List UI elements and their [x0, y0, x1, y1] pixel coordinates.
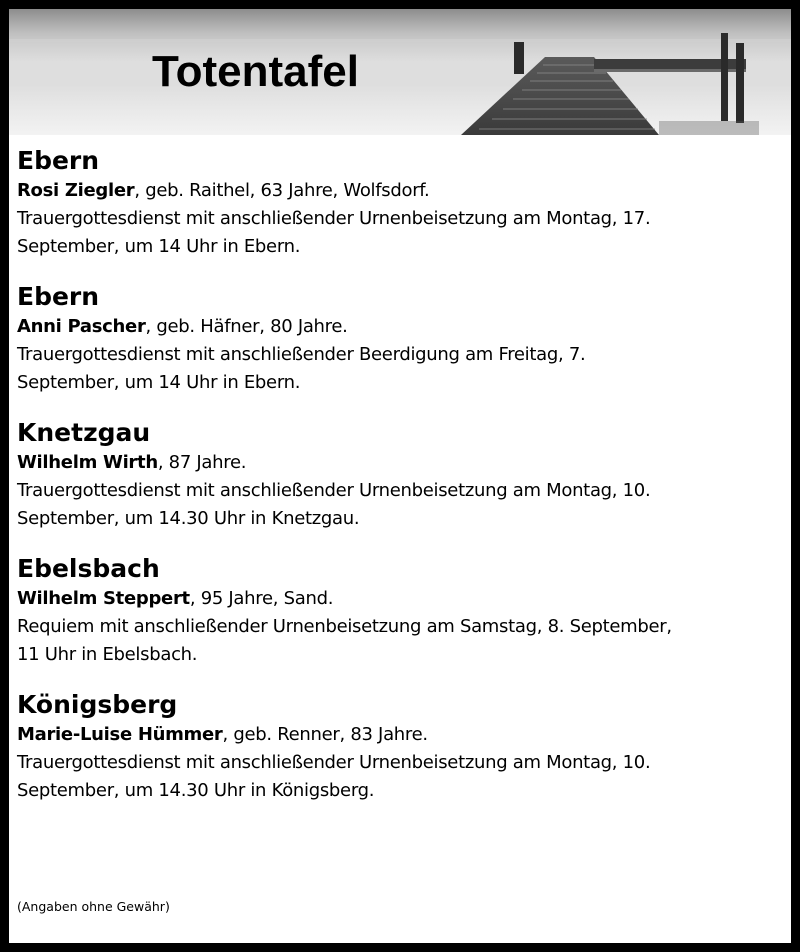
person-name: Marie-Luise Hümmer — [17, 724, 223, 745]
person-line — [17, 585, 787, 613]
person-details: , geb. Raithel, 63 Jahre, Wolfsdorf. — [134, 180, 430, 201]
person-line — [17, 449, 787, 477]
obituary-entry — [17, 553, 787, 669]
person-name: Rosi Ziegler — [17, 180, 135, 201]
page-title: Totentafel — [152, 47, 359, 96]
service-line: Requiem mit anschließender Urnenbeisetzung am Samstag, 8. September, — [17, 616, 672, 637]
obituary-list — [17, 145, 787, 825]
service-line: September, um 14 Uhr in Ebern. — [17, 236, 301, 257]
service-line: Trauergottesdienst mit anschließender Beerdigung am Freitag, 7. — [17, 344, 586, 365]
place-heading: Knetzgau — [17, 418, 151, 447]
service-line: 11 Uhr in Ebelsbach. — [17, 644, 198, 665]
service-line: Trauergottesdienst mit anschließender Urnenbeisetzung am Montag, 10. — [17, 752, 651, 773]
person-details: , 87 Jahre. — [157, 452, 247, 473]
obituary-entry — [17, 145, 787, 261]
place-heading: Ebern — [17, 146, 100, 175]
service-line: Trauergottesdienst mit anschließender Urnenbeisetzung am Montag, 17. — [17, 208, 651, 229]
place-heading: Ebelsbach — [17, 554, 160, 583]
service-line: September, um 14.30 Uhr in Knetzgau. — [17, 508, 360, 529]
service-line: September, um 14 Uhr in Ebern. — [17, 372, 301, 393]
pier-on-lake-icon — [9, 9, 791, 135]
header-banner — [9, 9, 791, 135]
obituary-entry — [17, 281, 787, 397]
obituary-entry — [17, 689, 787, 805]
disclaimer-note: (Angaben ohne Gewähr) — [17, 899, 170, 914]
person-line — [17, 721, 787, 749]
person-line — [17, 177, 787, 205]
obituary-entry — [17, 417, 787, 533]
person-name: Wilhelm Wirth — [17, 452, 158, 473]
service-line: September, um 14.30 Uhr in Königsberg. — [17, 780, 375, 801]
person-name: Anni Pascher — [17, 316, 146, 337]
person-name: Wilhelm Steppert — [17, 588, 190, 609]
service-line: Trauergottesdienst mit anschließender Urnenbeisetzung am Montag, 10. — [17, 480, 651, 501]
person-details: , 95 Jahre, Sand. — [189, 588, 334, 609]
place-heading: Ebern — [17, 282, 100, 311]
person-line — [17, 313, 787, 341]
person-details: , geb. Renner, 83 Jahre. — [222, 724, 428, 745]
person-details: , geb. Häfner, 80 Jahre. — [145, 316, 348, 337]
place-heading: Königsberg — [17, 690, 178, 719]
